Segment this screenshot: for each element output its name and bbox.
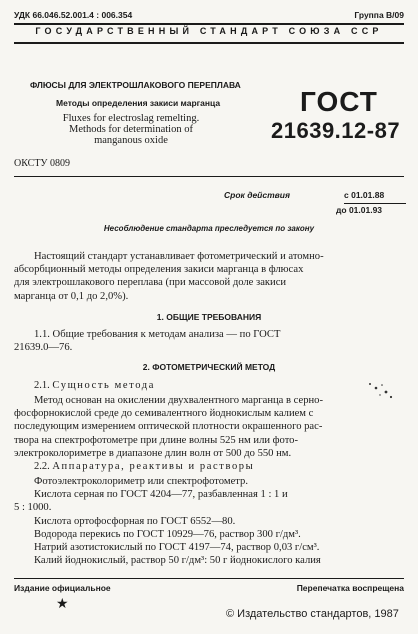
validity-from: с 01.01.88 <box>344 190 385 200</box>
reagent-line: Кислота ортофосфорная по ГОСТ 6552—80. <box>34 515 236 527</box>
clause-2-1-line: твора на спектрофотометре при длине волны 525 нм или фото- <box>14 434 299 446</box>
title-block-rule <box>14 176 404 177</box>
section-1-line: 1.1. Общие требования к методам анализа — по ГОСТ <box>34 329 281 340</box>
gost-label: ГОСТ <box>300 86 378 117</box>
star-icon: ★ <box>56 597 69 612</box>
document-title-ru: ФЛЮСЫ ДЛЯ ЭЛЕКТРОШЛАКОВОГО ПЕРЕПЛАВА <box>30 80 241 90</box>
validity-label: Срок действия <box>224 190 290 200</box>
clause-2-1-line: последующим измерением оптической плотности окрашенного рас- <box>14 421 323 433</box>
header-rule-top <box>14 23 404 25</box>
footer-rule <box>14 578 404 579</box>
document-subtitle-ru: Методы определения закиси марганца <box>56 98 221 108</box>
clause-2-2-list <box>14 475 406 567</box>
group-code: Группа В/09 <box>354 10 404 20</box>
clause-2-1-number: 2.1. <box>34 380 50 391</box>
header-rule-bottom <box>14 42 404 44</box>
gost-number: 21639.12-87 <box>271 118 401 143</box>
reagent-line: Кислота серная по ГОСТ 4204—77, разбавленная 1 : 1 и <box>34 489 288 501</box>
clause-2-1-line: фосфорнокислой среде до семивалентного йоднокислым калием с <box>14 408 314 420</box>
reagent-line: Фотоэлектроколориметр или спектрофотометр. <box>34 476 248 487</box>
title-en-line: Fluxes for electroslag remelting. <box>62 113 200 124</box>
reagent-line: Натрий азотистокислый по ГОСТ 4197—74, раствор 0,03 г/см³. <box>34 542 320 554</box>
reagent-line: Калий йоднокислый, раствор 50 г/дм³: 50 г йоднокислого калия <box>34 555 321 567</box>
state-standard-banner: ГОСУДАРСТВЕННЫЙ СТАНДАРТ СОЮЗА ССР <box>35 26 383 36</box>
section-1-paragraph <box>14 328 406 354</box>
intro-line: Настоящий стандарт устанавливает фотометрический и атомно- <box>34 251 324 262</box>
clause-2-2-number: 2.2. <box>34 461 50 472</box>
law-notice: Несоблюдение стандарта преследуется по закону <box>103 224 315 233</box>
clause-2-1-heading <box>34 380 155 391</box>
intro-line: абсорбционный методы определения закиси марганца в флюсах <box>14 264 304 276</box>
validity-to: до 01.01.93 <box>336 205 383 215</box>
clause-2-1-line: электроколориметре в диапазоне длин волн от 500 до 550 нм. <box>14 447 292 459</box>
clause-2-1-paragraph <box>14 394 406 460</box>
reagent-line: Водорода перекись по ГОСТ 10929—76, раствор 300 г/дм³. <box>34 528 301 540</box>
validity-from-underline <box>344 203 406 204</box>
intro-paragraph <box>14 250 406 303</box>
official-edition-note: Издание официальное <box>14 583 111 593</box>
document-title-en <box>0 113 262 146</box>
udk-code: УДК 66.046.52.001.4 : 006.354 <box>14 10 133 20</box>
clause-2-1-title: Сущность метода <box>52 380 155 391</box>
intro-line: для электрошлакового переплава (при массовой доле закиси <box>14 277 287 289</box>
publisher-copyright: © Издательство стандартов, 1987 <box>226 608 399 620</box>
section-1-line: 21639.0—76. <box>14 342 73 354</box>
clause-2-1-line: Метод основан на окислении двухвалентного марганца в серно- <box>34 395 323 406</box>
section-2-heading: 2. ФОТОМЕТРИЧЕСКИЙ МЕТОД <box>142 362 276 372</box>
section-1-heading: 1. ОБЩИЕ ТРЕБОВАНИЯ <box>156 312 262 322</box>
clause-2-2-heading <box>34 461 254 472</box>
clause-2-2-title: Аппаратура, реактивы и растворы <box>52 461 255 472</box>
title-en-line: Methods for determination of <box>69 124 193 135</box>
reprint-prohibited-note: Перепечатка воспрещена <box>296 583 404 593</box>
okstu-code: ОКСТУ 0809 <box>14 158 71 169</box>
intro-line: марганца от 0,1 до 2,0%). <box>14 290 129 302</box>
title-en-line: manganous oxide <box>94 135 168 146</box>
reagent-line: 5 : 1000. <box>14 502 52 514</box>
